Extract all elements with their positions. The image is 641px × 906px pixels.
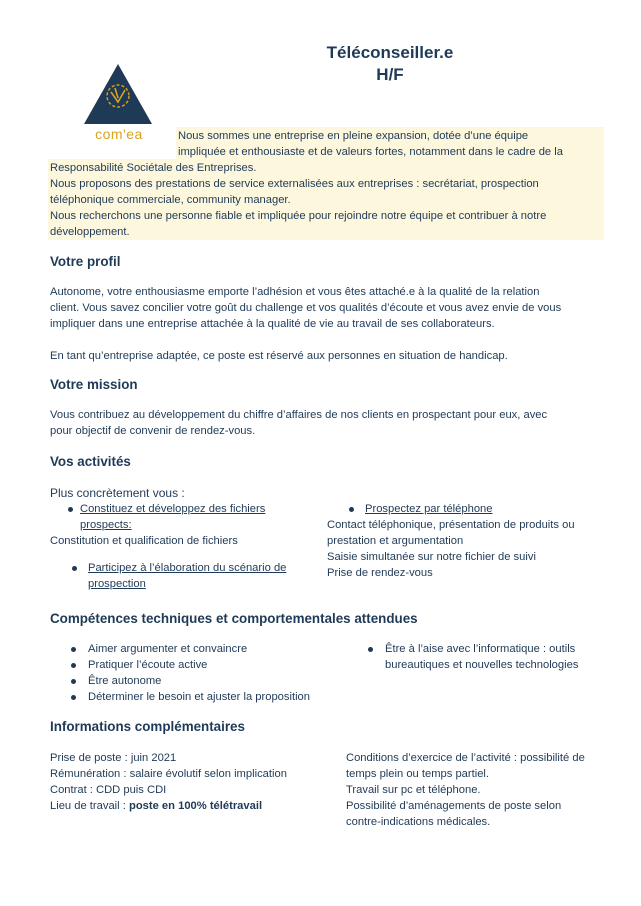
- info-amenagements-line-2: contre-indications médicales.: [346, 816, 491, 828]
- logo-triangle-icon: [78, 62, 158, 128]
- profil-heading: Votre profil: [50, 254, 121, 269]
- mission-text-line-2: pour objectif de convenir de rendez-vous.: [50, 425, 256, 437]
- competence-item: Déterminer le besoin et ajuster la proposition: [88, 691, 311, 703]
- activite-scenario-line-2: prospection: [88, 578, 146, 590]
- bullet-icon: [68, 507, 73, 512]
- info-lieu-value: poste en 100% télétravail: [128, 800, 263, 812]
- intro-line-5: téléphonique commerciale, community manager.: [50, 194, 291, 206]
- bullet-icon: [71, 663, 76, 668]
- company-logo: [78, 62, 158, 144]
- info-conditions-line-2: temps plein ou temps partiel.: [346, 768, 490, 780]
- activite-telephone-title: Prospectez par téléphone: [365, 503, 493, 515]
- mission-heading: Votre mission: [50, 377, 138, 392]
- info-amenagements-line-1: Possibilité d’aménagements de poste selon: [346, 800, 562, 812]
- profil-text-line-3: impliquer dans une entreprise attachée à la qualité de vie au travail de ses collaborateurs.: [50, 318, 495, 330]
- activites-intro: Plus concrètement vous :: [50, 486, 185, 500]
- info-remuneration: Rémunération : salaire évolutif selon implication: [50, 768, 287, 780]
- intro-line-6: Nous recherchons une personne fiable et impliquée pour rejoindre notre équipe et contribuer à notre: [50, 210, 547, 222]
- bullet-icon: [368, 647, 373, 652]
- competences-heading: Compétences techniques et comportementales attendues: [50, 611, 418, 626]
- profil-text-line-2: client. Vous savez concilier votre goût du challenge et vos qualités d’écoute et vous avez envie de vous: [50, 302, 562, 314]
- intro-line-2: impliquée et enthousiaste et de valeurs fortes, notamment dans le cadre de la: [178, 146, 563, 158]
- bullet-icon: [71, 647, 76, 652]
- info-lieu-label: Lieu de travail :: [50, 800, 129, 812]
- intro-line-7: développement.: [50, 226, 130, 238]
- intro-line-1: Nous sommes une entreprise en pleine expansion, dotée d’une équipe: [178, 130, 529, 142]
- profil-handicap-text: En tant qu’entreprise adaptée, ce poste est réservé aux personnes en situation de handicap.: [50, 350, 508, 362]
- activite-telephone-desc-1: Contact téléphonique, présentation de produits ou: [327, 519, 575, 531]
- bullet-icon: [71, 679, 76, 684]
- title-line-2: H/F: [376, 65, 404, 84]
- activites-heading: Vos activités: [50, 454, 131, 469]
- intro-line-3: Responsabilité Sociétale des Entreprises.: [50, 162, 257, 174]
- bullet-icon: [71, 695, 76, 700]
- competence-item: Aimer argumenter et convaincre: [88, 643, 248, 655]
- activite-telephone-desc-4: Prise de rendez-vous: [327, 567, 433, 579]
- activite-scenario-line-1: Participez à l’élaboration du scénario de: [88, 562, 287, 574]
- activite-telephone-desc-2: prestation et argumentation: [327, 535, 464, 547]
- infos-heading: Informations complémentaires: [50, 719, 245, 734]
- activite-fichiers-line-1: Constituez et développez des fichiers: [80, 503, 266, 515]
- bullet-icon: [72, 566, 77, 571]
- profil-text-line-1: Autonome, votre enthousiasme emporte l’adhésion et vous êtes attaché.e à la qualité de la relation: [50, 286, 540, 298]
- mission-text-line-1: Vous contribuez au développement du chiffre d’affaires de nos clients en prospectant pour eux, avec: [50, 409, 548, 421]
- logo-text: com'ea: [95, 126, 143, 142]
- activite-telephone-desc-3: Saisie simultanée sur notre fichier de suivi: [327, 551, 536, 563]
- competence-item: Être autonome: [88, 675, 162, 687]
- intro-line-4: Nous proposons des prestations de service externalisées aux entreprises : secrétariat, prospection: [50, 178, 539, 190]
- activite-fichiers-line-2: prospects:: [80, 519, 132, 531]
- info-lieu: [50, 798, 262, 814]
- page-title: [290, 42, 490, 86]
- bullet-icon: [349, 507, 354, 512]
- info-conditions-line-1: Conditions d’exercice de l’activité : possibilité de: [346, 752, 585, 764]
- info-prise-de-poste: Prise de poste : juin 2021: [50, 752, 177, 764]
- competence-informatique-line-2: bureautiques et nouvelles technologies: [385, 659, 579, 671]
- info-travail-pc: Travail sur pc et téléphone.: [346, 784, 481, 796]
- competence-informatique-line-1: Être à l’aise avec l’informatique : outils: [385, 643, 576, 655]
- competence-item: Pratiquer l’écoute active: [88, 659, 208, 671]
- info-contrat: Contrat : CDD puis CDI: [50, 784, 167, 796]
- title-line-1: Téléconseiller.e: [326, 43, 454, 62]
- activite-fichiers-desc: Constitution et qualification de fichiers: [50, 535, 238, 547]
